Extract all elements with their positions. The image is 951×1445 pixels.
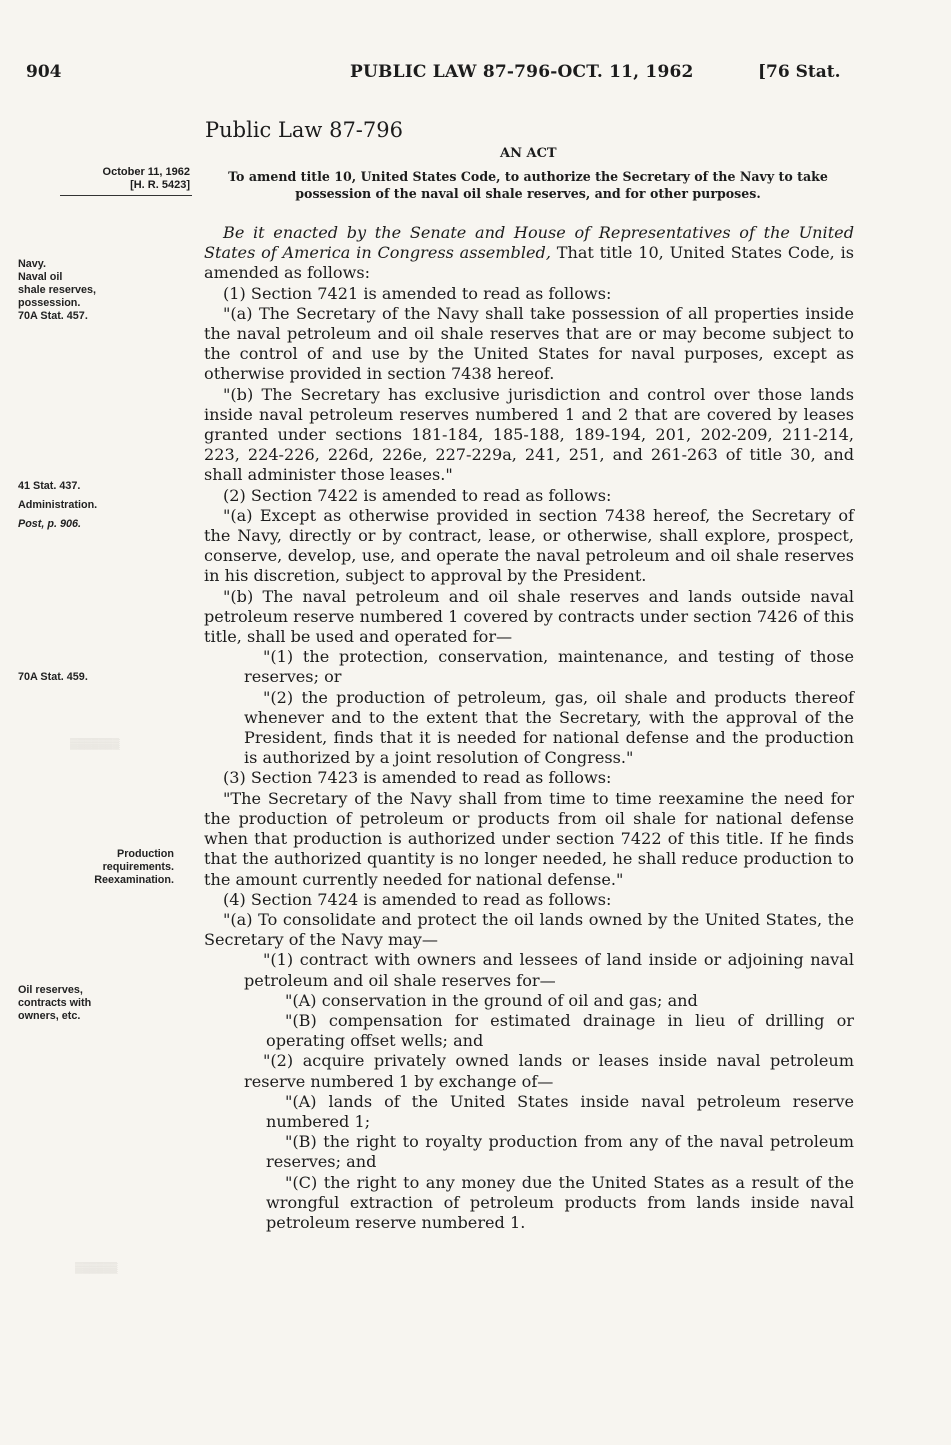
margin-note-stat: 70A Stat. 459. [18,671,88,683]
paragraph: "(2) the production of petroleum, gas, oil shale and products thereof whenever and to the extent that the Secretary, with the approval of the President, finds that it is needed for national defense and the production is authorized by a joint resolution of Congress." [244,687,854,768]
paragraph: "(C) the right to any money due the United States as a result of the wrongful extraction of petroleum products from lands inside naval petroleum reserve numbered 1. [266,1172,854,1232]
margin-note-oil: Oil reserves, contracts with owners, etc. [18,984,92,1022]
paragraph: (3) Section 7423 is amended to read as follows: [223,768,612,788]
margin-note-navy: Navy. Naval oil shale reserves, possession. 70A Stat. 457. [18,258,97,322]
paragraph: "The Secretary of the Navy shall from time to time reexamine the need for the production of petroleum or products from oil shale for national defense when that production is authorized under section 7422 of this title. If he finds that the authorized quantity is no longer needed, he shall reduce production to the amount currently needed for national defense." [204,788,854,889]
paragraph: "(B) compensation for estimated drainage in lieu of drilling or operating offset wells; and [266,1010,854,1051]
page-number: 904 [26,62,62,82]
paragraph: "(b) The Secretary has exclusive jurisdiction and control over those lands inside naval petroleum reserves numbered 1 and 2 that are covered by leases granted under sections 181-184, 185-188, 189-194, 201, 202-209, 211-214, 223, 224-226, 226d, 226e, 227-229a, 241, 251, and 261-263 of title 30, and shall administer those leases." [204,384,854,485]
bill-number: [H. R. 5423] [130,179,190,191]
law-title: Public Law 87-796 [205,118,403,142]
enacting-clause [204,223,854,284]
act-title: To amend title 10, United States Code, to authorize the Secretary of the Navy to take possession of the naval oil shale reserves, and for other purposes. [228,169,828,201]
paragraph: "(2) acquire privately owned lands or leases inside naval petroleum reserve numbered 1 by exchange of— [244,1051,854,1091]
paragraph: "(A) lands of the United States inside naval petroleum reserve numbered 1; [266,1091,854,1131]
date-line: October 11, 1962 [102,166,190,178]
bleed-through-mark: ▒▒▒▒▒▒▒ [70,738,120,749]
act-label: AN ACT [500,146,557,161]
paragraph: "(A) conservation in the ground of oil and gas; and [285,990,698,1010]
paragraph: "(a) The Secretary of the Navy shall take possession of all properties inside the naval petroleum and oil shale reserves that are or may become subject to the control of and use by the United States for naval purposes, except as otherwise provided in section 7438 hereof. [204,303,854,384]
paragraph: "(a) To consolidate and protect the oil lands owned by the United States, the Secretary of the Navy may— [204,909,854,950]
date-block [60,166,190,192]
margin-note-production: Production requirements. Reexamination. [94,848,174,886]
enacting-italic: Be it enacted by the Senate and House of Representatives of the United States of America in Congress assembled, [204,223,854,263]
volume-reference: [76 Stat. [758,62,841,82]
paragraph: "(B) the right to royalty production from any of the naval petroleum reserves; and [266,1132,854,1172]
bleed-through-mark: ▒▒▒▒▒▒ [75,1262,118,1273]
paragraph: "(1) the protection, conservation, maintenance, and testing of those reserves; or [244,647,854,687]
paragraph: "(a) Except as otherwise provided in section 7438 hereof, the Secretary of the Navy, directly or by contract, lease, or otherwise, shall explore, prospect, conserve, develop, use, and operate the naval petroleum and oil shale reserves in his discretion, subject to approval by the President. [204,505,854,586]
paragraph: (4) Section 7424 is amended to read as follows: [223,889,612,909]
running-head: PUBLIC LAW 87-796-OCT. 11, 1962 [350,62,694,82]
act-body [204,223,854,1233]
enacting-rest: That title 10, United States Code, is amended as follows: [204,243,854,283]
paragraph: "(b) The naval petroleum and oil shale reserves and lands outside naval petroleum reserve numbered 1 covered by contracts under section 7426 of this title, shall be used and operated for— [204,586,854,647]
paragraph: (2) Section 7422 is amended to read as follows: [223,485,612,505]
margin-note-admin: 41 Stat. 437. Administration. Post, p. 906. [18,480,98,530]
divider [60,195,192,196]
paragraph: "(1) contract with owners and lessees of land inside or adjoining naval petroleum and oil shale reserves for— [244,950,854,990]
paragraph: (1) Section 7421 is amended to read as follows: [223,283,612,303]
